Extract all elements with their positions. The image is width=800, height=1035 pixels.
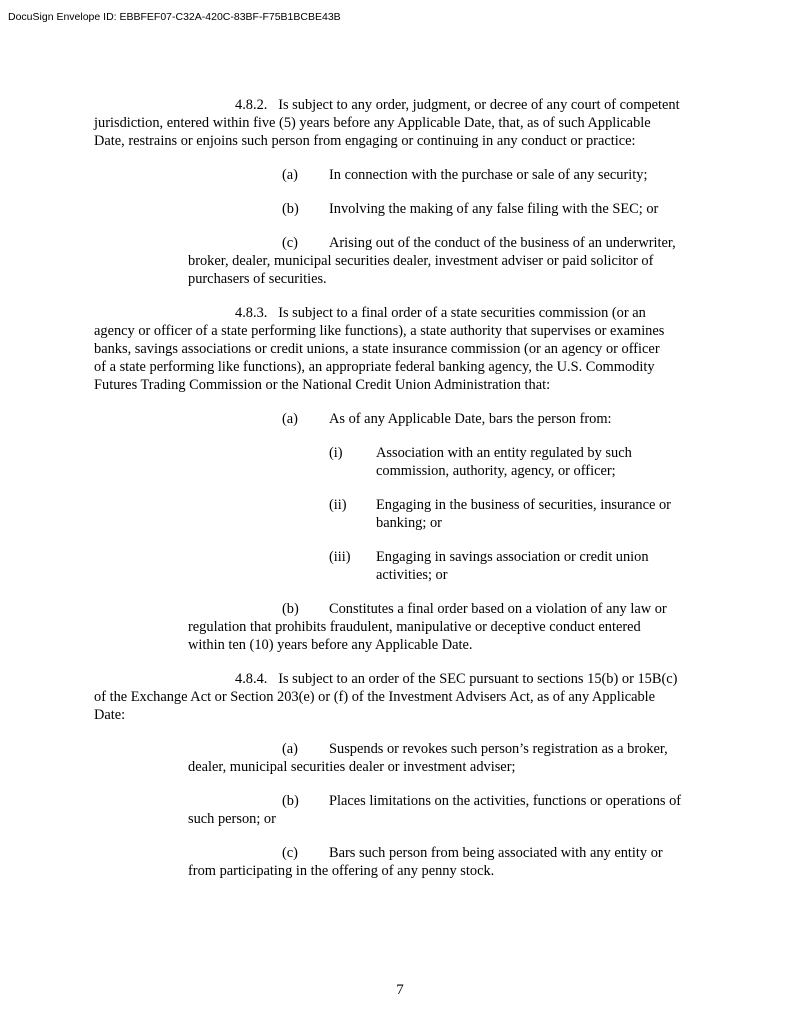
section-text-line: banks, savings associations or credit unions, a state insurance commission (or an agency or officer [94, 341, 660, 357]
clause-text-line: from participating in the offering of any penny stock. [188, 863, 495, 879]
clause-label: (a) [282, 741, 298, 757]
subclause-text-line: commission, authority, agency, or officer; [376, 463, 616, 479]
clause-text-line: purchasers of securities. [188, 271, 327, 287]
section-text-line: agency or officer of a state performing like functions), a state authority that supervises or examines [94, 323, 665, 339]
section-text-line: jurisdiction, entered within five (5) years before any Applicable Date, that, as of such Applicable [94, 115, 651, 131]
clause-label: (c) [282, 235, 298, 251]
clause-text-line: Places limitations on the activities, functions or operations of [329, 793, 682, 809]
subclause-text-line: Association with an entity regulated by such [376, 445, 632, 461]
clause-text-line: broker, dealer, municipal securities dealer, investment adviser or paid solicitor of [188, 253, 654, 269]
clause-text-line: Constitutes a final order based on a violation of any law or [329, 601, 667, 617]
clause-label: (a) [282, 411, 298, 427]
section-text-line: Is subject to an order of the SEC pursuant to sections 15(b) or 15B(c) [278, 671, 678, 687]
clause-text-line: regulation that prohibits fraudulent, manipulative or deceptive conduct entered [188, 619, 641, 635]
subclause-label: (iii) [329, 549, 351, 565]
clause-text-line: Bars such person from being associated with any entity or [329, 845, 663, 861]
section-number: 4.8.3. [235, 305, 268, 321]
section-text-line: Is subject to any order, judgment, or decree of any court of competent [278, 97, 680, 113]
section-text-line: Futures Trading Commission or the National Credit Union Administration that: [94, 377, 551, 393]
section-text-line: Date: [94, 707, 126, 723]
section-text-line: Is subject to a final order of a state securities commission (or an [278, 305, 646, 321]
clause-text-line: within ten (10) years before any Applicable Date. [188, 637, 473, 653]
subclause-text-line: Engaging in savings association or credit union [376, 549, 649, 565]
clause-text-line: dealer, municipal securities dealer or investment adviser; [188, 759, 516, 775]
clause-text-line: such person; or [188, 811, 276, 827]
docusign-envelope-id: DocuSign Envelope ID: EBBFEF07-C32A-420C-83BF-F75B1BCBE43B [8, 11, 341, 23]
subclause-label: (ii) [329, 497, 347, 513]
section-number: 4.8.2. [235, 97, 268, 113]
clause-label: (b) [282, 601, 299, 617]
section-4-8-3-first-line [235, 304, 646, 322]
clause-text-line: Suspends or revokes such person’s registration as a broker, [329, 741, 668, 757]
subclause-label: (i) [329, 445, 343, 461]
clause-text: As of any Applicable Date, bars the person from: [329, 411, 612, 427]
subclause-text-line: banking; or [376, 515, 442, 531]
clause-text: Involving the making of any false filing with the SEC; or [329, 201, 659, 217]
subclause-text-line: activities; or [376, 567, 448, 583]
section-number: 4.8.4. [235, 671, 268, 687]
section-4-8-4-first-line [235, 670, 677, 688]
clause-text: In connection with the purchase or sale of any security; [329, 167, 648, 183]
clause-label: (a) [282, 167, 298, 183]
clause-label: (b) [282, 793, 299, 809]
clause-text-line: Arising out of the conduct of the business of an underwriter, [329, 235, 676, 251]
subclause-text-line: Engaging in the business of securities, insurance or [376, 497, 671, 513]
clause-label: (b) [282, 201, 299, 217]
section-text-line: of the Exchange Act or Section 203(e) or (f) of the Investment Advisers Act, as of any Applicable [94, 689, 656, 705]
page-number: 7 [396, 982, 404, 998]
clause-label: (c) [282, 845, 298, 861]
section-text-line: of a state performing like functions), an appropriate federal banking agency, the U.S. Commodity [94, 359, 655, 375]
section-text-line: Date, restrains or enjoins such person from engaging or continuing in any conduct or practice: [94, 133, 636, 149]
section-4-8-2-first-line [235, 96, 680, 114]
